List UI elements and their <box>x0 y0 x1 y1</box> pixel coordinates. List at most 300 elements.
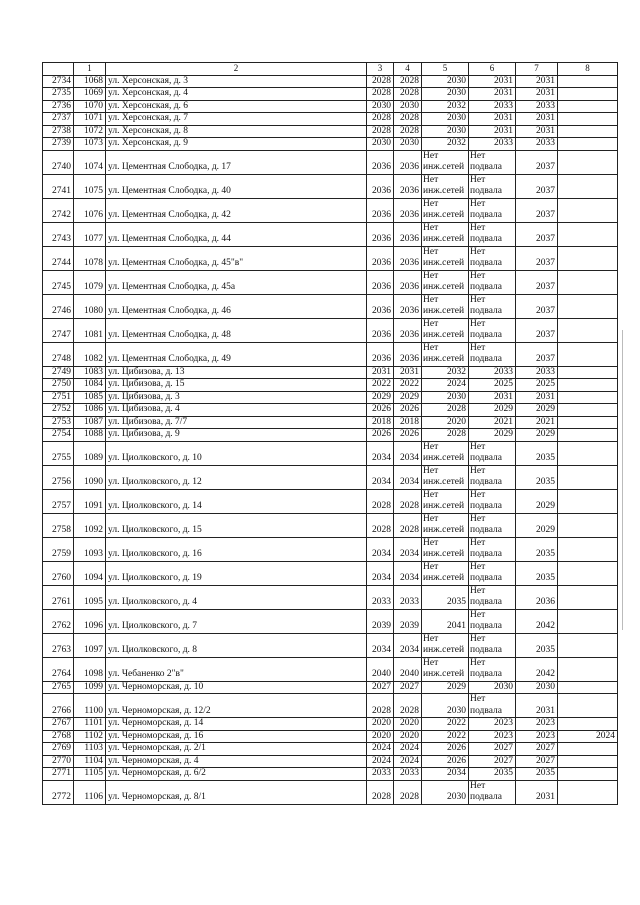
address-cell: ул. Черноморская, д. 10 <box>106 681 367 694</box>
row-number-cell: 2746 <box>43 294 74 318</box>
table-row <box>43 730 618 743</box>
col-7-year-cell: 2035 <box>516 561 558 585</box>
col-4-year-cell: 2028 <box>394 489 422 513</box>
col-7-year-cell: 2029 <box>516 513 558 537</box>
house-id-cell: 1078 <box>74 246 106 270</box>
col-5-value-cell <box>422 270 469 294</box>
row-number-cell: 2737 <box>43 113 74 126</box>
table-row <box>43 694 618 718</box>
col-7-year-cell: 2021 <box>516 416 558 429</box>
note-line-1: Нет <box>470 222 486 233</box>
note-line-1: Нет <box>470 465 486 476</box>
col-8-year-cell <box>558 366 618 379</box>
col-7-year-cell: 2031 <box>516 113 558 126</box>
col-8-year-cell <box>558 489 618 513</box>
note-line-1: Нет <box>423 657 439 668</box>
col-5-value-cell <box>422 342 469 366</box>
col-6-value-cell: 2031 <box>469 125 516 138</box>
note-line-2: подвала <box>470 573 503 583</box>
note-line-1: Нет <box>470 198 486 209</box>
address-cell: ул. Херсонская, д. 4 <box>106 88 367 101</box>
col-4-year-cell: 2039 <box>394 609 422 633</box>
col-6-value-cell: 2033 <box>469 100 516 113</box>
note-line-2: подвала <box>470 705 503 716</box>
note-line-2: подвала <box>470 501 503 511</box>
col-7-year-cell: 2037 <box>516 318 558 342</box>
col-4-year-cell: 2020 <box>394 718 422 731</box>
house-id-cell: 1069 <box>74 88 106 101</box>
col-6-value-cell <box>469 657 516 681</box>
row-number-cell: 2754 <box>43 429 74 442</box>
col-4-year-cell: 2018 <box>394 416 422 429</box>
col-6-value-cell: 2033 <box>469 366 516 379</box>
note-line-1: Нет <box>423 246 439 257</box>
col-5-value-cell: 2028 <box>422 404 469 417</box>
table-row <box>43 294 618 318</box>
col-6-value-cell <box>469 585 516 609</box>
house-id-cell: 1086 <box>74 404 106 417</box>
col-4-year-cell: 2033 <box>394 768 422 781</box>
col-4-year-cell: 2034 <box>394 561 422 585</box>
address-cell: ул. Цементная Слободка, д. 48 <box>106 318 367 342</box>
col-8-year-cell <box>558 391 618 404</box>
col-6-value-cell <box>469 441 516 465</box>
col-5-value-cell: 2028 <box>422 429 469 442</box>
house-id-cell: 1076 <box>74 198 106 222</box>
note-line-2: инж.сетей <box>423 645 465 655</box>
col-6-value-cell <box>469 198 516 222</box>
note-line-2: инж.сетей <box>423 573 465 583</box>
col-7-year-cell: 2037 <box>516 294 558 318</box>
note-line-1: Нет <box>470 246 486 257</box>
house-id-cell: 1068 <box>74 75 106 88</box>
note-line-2: инж.сетей <box>423 282 465 292</box>
col-7-year-cell: 2037 <box>516 222 558 246</box>
col-5-value-cell: 2022 <box>422 730 469 743</box>
col-7-year-cell: 2031 <box>516 391 558 404</box>
note-line-1: Нет <box>423 537 439 548</box>
header-col-5: 5 <box>422 63 469 76</box>
col-7-year-cell: 2042 <box>516 609 558 633</box>
address-cell: ул. Цибизова, д. 3 <box>106 391 367 404</box>
address-cell: ул. Циолковского, д. 4 <box>106 585 367 609</box>
col-8-year-cell <box>558 609 618 633</box>
row-number-cell: 2757 <box>43 489 74 513</box>
note-line-1: Нет <box>470 294 486 305</box>
col-7-year-cell: 2023 <box>516 730 558 743</box>
col-3-year-cell: 2033 <box>367 585 394 609</box>
col-3-year-cell: 2018 <box>367 416 394 429</box>
note-line-2: инж.сетей <box>423 330 465 340</box>
col-5-value-cell: 2030 <box>422 113 469 126</box>
col-3-year-cell: 2028 <box>367 88 394 101</box>
col-7-year-cell: 2031 <box>516 780 558 804</box>
note-line-1: Нет <box>470 441 486 452</box>
row-number-cell: 2764 <box>43 657 74 681</box>
note-line-1: Нет <box>470 513 486 524</box>
table-row <box>43 342 618 366</box>
note-line-2: инж.сетей <box>423 162 465 172</box>
house-id-cell: 1081 <box>74 318 106 342</box>
house-id-cell: 1091 <box>74 489 106 513</box>
house-id-cell: 1085 <box>74 391 106 404</box>
col-6-value-cell <box>469 246 516 270</box>
col-5-value-cell: 2024 <box>422 379 469 392</box>
house-id-cell: 1077 <box>74 222 106 246</box>
row-number-cell: 2750 <box>43 379 74 392</box>
house-id-cell: 1072 <box>74 125 106 138</box>
col-7-year-cell: 2042 <box>516 657 558 681</box>
address-cell: ул. Цементная Слободка, д. 44 <box>106 222 367 246</box>
col-8-year-cell <box>558 585 618 609</box>
col-8-year-cell <box>558 138 618 151</box>
table-row <box>43 222 618 246</box>
col-7-year-cell: 2037 <box>516 198 558 222</box>
table-row <box>43 416 618 429</box>
table-row <box>43 366 618 379</box>
row-number-cell: 2748 <box>43 342 74 366</box>
col-3-year-cell: 2029 <box>367 391 394 404</box>
table-row <box>43 513 618 537</box>
note-line-2: инж.сетей <box>423 258 465 268</box>
col-5-value-cell: 2030 <box>422 125 469 138</box>
col-5-value-cell: 2026 <box>422 743 469 756</box>
table-row <box>43 270 618 294</box>
col-6-value-cell: 2029 <box>469 404 516 417</box>
col-3-year-cell: 2024 <box>367 755 394 768</box>
col-3-year-cell: 2034 <box>367 561 394 585</box>
note-line-1: Нет <box>470 537 486 548</box>
note-line-2: инж.сетей <box>423 501 465 511</box>
register-rows <box>43 75 618 804</box>
col-3-year-cell: 2034 <box>367 537 394 561</box>
col-8-year-cell <box>558 657 618 681</box>
col-5-value-cell <box>422 294 469 318</box>
col-5-value-cell: 2032 <box>422 138 469 151</box>
col-8-year-cell <box>558 429 618 442</box>
row-number-cell: 2738 <box>43 125 74 138</box>
row-number-cell: 2745 <box>43 270 74 294</box>
col-4-year-cell: 2036 <box>394 174 422 198</box>
col-3-year-cell: 2036 <box>367 150 394 174</box>
note-line-1: Нет <box>470 270 486 281</box>
table-row <box>43 489 618 513</box>
table-row <box>43 246 618 270</box>
col-7-year-cell: 2037 <box>516 174 558 198</box>
col-3-year-cell: 2036 <box>367 270 394 294</box>
col-8-year-cell <box>558 270 618 294</box>
col-7-year-cell: 2031 <box>516 88 558 101</box>
header-blank <box>43 63 74 76</box>
col-7-year-cell: 2033 <box>516 366 558 379</box>
address-cell: ул. Цементная Слободка, д. 45а <box>106 270 367 294</box>
col-6-value-cell: 2030 <box>469 681 516 694</box>
note-line-1: Нет <box>470 585 486 596</box>
note-line-1: Нет <box>470 150 486 161</box>
col-6-value-cell <box>469 633 516 657</box>
row-number-cell: 2770 <box>43 755 74 768</box>
note-line-2: инж.сетей <box>423 354 465 364</box>
col-6-value-cell: 2031 <box>469 113 516 126</box>
note-line-2: подвала <box>470 477 503 487</box>
col-5-value-cell <box>422 441 469 465</box>
row-number-cell: 2772 <box>43 780 74 804</box>
note-line-2: подвала <box>470 669 503 679</box>
col-5-value-cell <box>422 150 469 174</box>
col-3-year-cell: 2022 <box>367 379 394 392</box>
row-number-cell: 2744 <box>43 246 74 270</box>
col-7-year-cell: 2031 <box>516 125 558 138</box>
col-4-year-cell: 2036 <box>394 318 422 342</box>
address-cell: ул. Херсонская, д. 6 <box>106 100 367 113</box>
col-3-year-cell: 2028 <box>367 780 394 804</box>
table-row <box>43 75 618 88</box>
col-8-year-cell <box>558 125 618 138</box>
col-5-value-cell <box>422 537 469 561</box>
row-number-cell: 2736 <box>43 100 74 113</box>
house-id-cell: 1084 <box>74 379 106 392</box>
note-line-2: подвала <box>470 282 503 292</box>
table-row <box>43 379 618 392</box>
header-col-3: 3 <box>367 63 394 76</box>
note-line-1: Нет <box>423 222 439 233</box>
col-8-year-cell <box>558 694 618 718</box>
col-8-year-cell <box>558 222 618 246</box>
col-7-year-cell: 2037 <box>516 246 558 270</box>
col-6-value-cell <box>469 150 516 174</box>
note-line-1: Нет <box>423 441 439 452</box>
note-line-1: Нет <box>470 174 486 185</box>
house-id-cell: 1095 <box>74 585 106 609</box>
col-4-year-cell: 2040 <box>394 657 422 681</box>
row-number-cell: 2753 <box>43 416 74 429</box>
table-row <box>43 404 618 417</box>
house-id-cell: 1090 <box>74 465 106 489</box>
col-7-year-cell: 2035 <box>516 465 558 489</box>
house-id-cell: 1093 <box>74 537 106 561</box>
scan-edge-line <box>622 330 623 630</box>
table-row <box>43 561 618 585</box>
note-line-2: подвала <box>470 621 503 631</box>
row-number-cell: 2756 <box>43 465 74 489</box>
col-8-year-cell: 2024 <box>558 730 618 743</box>
col-7-year-cell: 2037 <box>516 342 558 366</box>
house-id-cell: 1097 <box>74 633 106 657</box>
col-8-year-cell <box>558 718 618 731</box>
table-row <box>43 768 618 781</box>
note-line-1: Нет <box>470 694 486 704</box>
col-4-year-cell: 2026 <box>394 404 422 417</box>
col-6-value-cell <box>469 294 516 318</box>
note-line-1: Нет <box>470 561 486 572</box>
col-5-value-cell <box>422 246 469 270</box>
address-cell: ул. Циолковского, д. 8 <box>106 633 367 657</box>
address-cell: ул. Цибизова, д. 9 <box>106 429 367 442</box>
col-3-year-cell: 2028 <box>367 489 394 513</box>
row-number-cell: 2760 <box>43 561 74 585</box>
col-3-year-cell: 2036 <box>367 294 394 318</box>
col-5-value-cell: 2029 <box>422 681 469 694</box>
address-cell: ул. Цибизова, д. 4 <box>106 404 367 417</box>
col-4-year-cell: 2028 <box>394 75 422 88</box>
house-id-cell: 1092 <box>74 513 106 537</box>
col-3-year-cell: 2028 <box>367 513 394 537</box>
note-line-1: Нет <box>470 318 486 329</box>
col-4-year-cell: 2034 <box>394 537 422 561</box>
col-7-year-cell: 2030 <box>516 681 558 694</box>
note-line-2: инж.сетей <box>423 186 465 196</box>
address-cell: ул. Цементная Слободка, д. 17 <box>106 150 367 174</box>
col-7-year-cell: 2035 <box>516 633 558 657</box>
col-4-year-cell: 2028 <box>394 125 422 138</box>
col-4-year-cell: 2034 <box>394 465 422 489</box>
row-number-cell: 2766 <box>43 694 74 718</box>
col-5-value-cell: 2030 <box>422 694 469 718</box>
col-3-year-cell: 2020 <box>367 718 394 731</box>
col-3-year-cell: 2028 <box>367 125 394 138</box>
col-3-year-cell: 2030 <box>367 100 394 113</box>
table-row <box>43 465 618 489</box>
col-8-year-cell <box>558 113 618 126</box>
col-8-year-cell <box>558 755 618 768</box>
col-5-value-cell <box>422 174 469 198</box>
table-row <box>43 391 618 404</box>
col-6-value-cell <box>469 513 516 537</box>
address-cell: ул. Циолковского, д. 7 <box>106 609 367 633</box>
table-row <box>43 537 618 561</box>
note-line-1: Нет <box>423 150 439 161</box>
col-4-year-cell: 2027 <box>394 681 422 694</box>
table-row <box>43 138 618 151</box>
house-id-cell: 1105 <box>74 768 106 781</box>
col-5-value-cell <box>422 489 469 513</box>
note-line-2: инж.сетей <box>423 234 465 244</box>
row-number-cell: 2767 <box>43 718 74 731</box>
row-number-cell: 2743 <box>43 222 74 246</box>
col-4-year-cell: 2022 <box>394 379 422 392</box>
col-5-value-cell: 2030 <box>422 780 469 804</box>
header-col-8: 8 <box>558 63 618 76</box>
col-3-year-cell: 2020 <box>367 730 394 743</box>
col-6-value-cell: 2023 <box>469 718 516 731</box>
table-row <box>43 150 618 174</box>
col-4-year-cell: 2034 <box>394 633 422 657</box>
header-col-7: 7 <box>516 63 558 76</box>
note-line-2: инж.сетей <box>423 549 465 559</box>
address-cell: ул. Чебаненко 2"в" <box>106 657 367 681</box>
note-line-2: подвала <box>470 453 503 463</box>
address-cell: ул. Циолковского, д. 14 <box>106 489 367 513</box>
col-4-year-cell: 2036 <box>394 342 422 366</box>
col-3-year-cell: 2034 <box>367 465 394 489</box>
house-id-cell: 1096 <box>74 609 106 633</box>
table-row <box>43 125 618 138</box>
col-5-value-cell: 2022 <box>422 718 469 731</box>
row-number-cell: 2735 <box>43 88 74 101</box>
note-line-1: Нет <box>470 609 486 620</box>
col-3-year-cell: 2036 <box>367 174 394 198</box>
col-4-year-cell: 2028 <box>394 780 422 804</box>
col-3-year-cell: 2036 <box>367 318 394 342</box>
col-3-year-cell: 2036 <box>367 222 394 246</box>
col-6-value-cell <box>469 489 516 513</box>
col-4-year-cell: 2036 <box>394 294 422 318</box>
table-row <box>43 743 618 756</box>
col-6-value-cell: 2025 <box>469 379 516 392</box>
address-cell: ул. Цибизова, д. 13 <box>106 366 367 379</box>
row-number-cell: 2734 <box>43 75 74 88</box>
col-5-value-cell: 2032 <box>422 366 469 379</box>
col-8-year-cell <box>558 88 618 101</box>
col-5-value-cell <box>422 657 469 681</box>
col-4-year-cell: 2036 <box>394 150 422 174</box>
col-7-year-cell: 2031 <box>516 694 558 718</box>
col-3-year-cell: 2024 <box>367 743 394 756</box>
col-3-year-cell: 2033 <box>367 768 394 781</box>
col-8-year-cell <box>558 768 618 781</box>
note-line-1: Нет <box>423 342 439 353</box>
col-4-year-cell: 2031 <box>394 366 422 379</box>
col-3-year-cell: 2026 <box>367 404 394 417</box>
row-number-cell: 2747 <box>43 318 74 342</box>
address-cell: ул. Херсонская, д. 9 <box>106 138 367 151</box>
col-6-value-cell <box>469 537 516 561</box>
col-5-value-cell <box>422 633 469 657</box>
col-7-year-cell: 2031 <box>516 75 558 88</box>
col-8-year-cell <box>558 318 618 342</box>
col-7-year-cell: 2029 <box>516 429 558 442</box>
table-row <box>43 718 618 731</box>
row-number-cell: 2740 <box>43 150 74 174</box>
address-cell: ул. Херсонская, д. 7 <box>106 113 367 126</box>
col-7-year-cell: 2033 <box>516 138 558 151</box>
table-row <box>43 441 618 465</box>
col-6-value-cell <box>469 174 516 198</box>
row-number-cell: 2768 <box>43 730 74 743</box>
col-4-year-cell: 2024 <box>394 743 422 756</box>
col-6-value-cell: 2021 <box>469 416 516 429</box>
address-cell: ул. Черноморская, д. 8/1 <box>106 780 367 804</box>
col-8-year-cell <box>558 633 618 657</box>
row-number-cell: 2749 <box>43 366 74 379</box>
note-line-1: Нет <box>423 198 439 209</box>
col-3-year-cell: 2030 <box>367 138 394 151</box>
row-number-cell: 2763 <box>43 633 74 657</box>
address-cell: ул. Цибизова, д. 7/7 <box>106 416 367 429</box>
address-cell: ул. Цементная Слободка, д. 40 <box>106 174 367 198</box>
note-line-2: подвала <box>470 258 503 268</box>
note-line-2: подвала <box>470 210 503 220</box>
col-4-year-cell: 2028 <box>394 694 422 718</box>
table-row <box>43 780 618 804</box>
note-line-2: подвала <box>470 354 503 364</box>
col-8-year-cell <box>558 743 618 756</box>
col-7-year-cell: 2037 <box>516 150 558 174</box>
note-line-2: подвала <box>470 792 503 802</box>
col-3-year-cell: 2034 <box>367 441 394 465</box>
address-cell: ул. Черноморская, д. 14 <box>106 718 367 731</box>
note-line-2: инж.сетей <box>423 210 465 220</box>
address-cell: ул. Черноморская, д. 4 <box>106 755 367 768</box>
col-5-value-cell: 2026 <box>422 755 469 768</box>
col-8-year-cell <box>558 198 618 222</box>
house-id-cell: 1098 <box>74 657 106 681</box>
col-5-value-cell <box>422 561 469 585</box>
address-cell: ул. Циолковского, д. 12 <box>106 465 367 489</box>
col-5-value-cell: 2035 <box>422 585 469 609</box>
table-row <box>43 657 618 681</box>
col-4-year-cell: 2036 <box>394 246 422 270</box>
